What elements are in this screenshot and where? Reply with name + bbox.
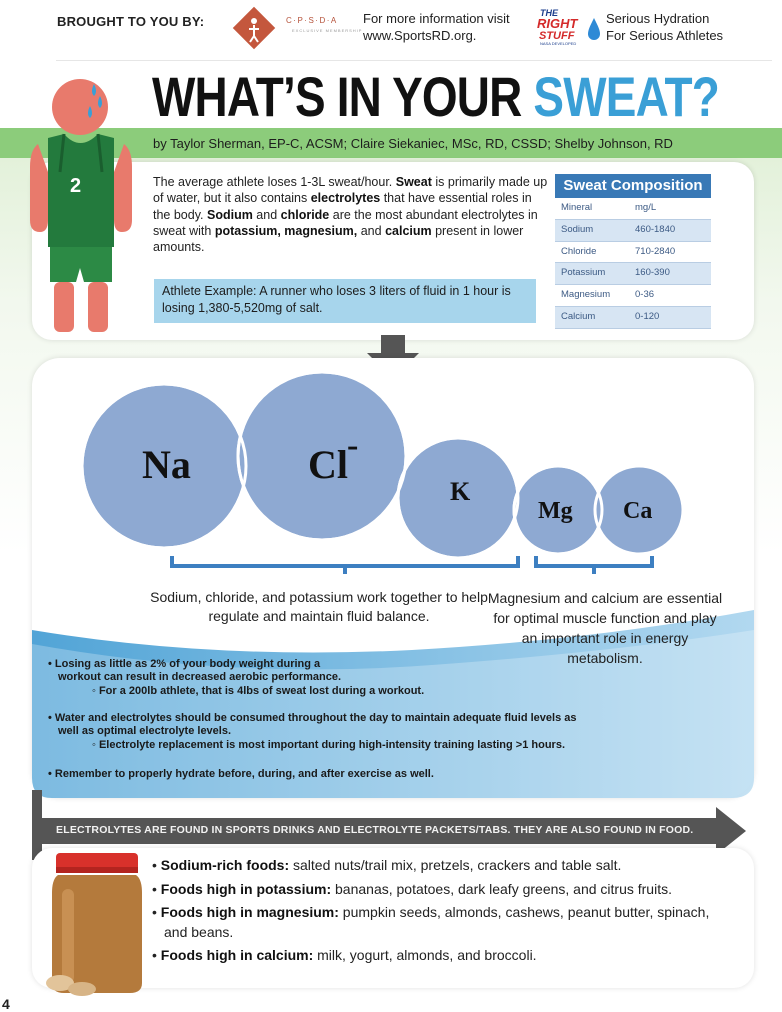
title-part-2: SWEAT? [533, 65, 719, 128]
caption-muscle-function: Magnesium and calcium are essential for optimal muscle function and play an important role in energy metabolism. [487, 590, 723, 666]
table-cell: Chloride [561, 245, 597, 257]
caption-fluid-balance: Sodium, chloride, and potassium work together to help regulate and maintain fluid balance. [150, 589, 488, 624]
bullet-1-sub: ◦ For a 200lb athlete, that is 4lbs of sweat lost during a workout. [92, 685, 425, 697]
bullet-2-sub: ◦ Electrolyte replacement is most important during high-intensity training lasting >1 hours. [92, 739, 565, 751]
table-cell: 160-390 [635, 267, 670, 279]
info-link[interactable]: www.SportsRD.org. [363, 28, 477, 43]
bullet-1-cont: workout can result in decreased aerobic performance. [58, 671, 342, 683]
cpsda-logo-subtext: EXCLUSIVE MEMBERSHIP [292, 28, 363, 33]
athlete-example-text: Athlete Example: A runner who loses 3 liters of fluid in 1 hour is losing 1,380-5,520mg of salt. [162, 284, 511, 315]
bullet-2: • Water and electrolytes should be consumed throughout the day to maintain adequate fluid levels as [48, 712, 577, 724]
right-stuff-logo-icon [536, 6, 604, 48]
brought-to-you-label: BROUGHT TO YOU BY: [57, 14, 205, 29]
tagline-line-1: Serious Hydration [606, 11, 710, 26]
list-item: • Foods high in potassium: bananas, potatoes, dark leafy greens, and citrus fruits. [152, 880, 672, 897]
cpsda-logo-icon [232, 6, 276, 50]
right-stuff-sub: NASA DEVELOPED [540, 41, 577, 46]
page-number: 4 [2, 996, 10, 1012]
element-mg: Mg [538, 498, 573, 524]
table-cell: 710-2840 [635, 245, 676, 257]
info-line-1: For more information visit [363, 11, 510, 26]
table-cell: Magnesium [561, 289, 611, 301]
intro-text: The average athlete loses 1-3L sweat/hour. Sweat is primarily made up of water, but it also contains electrolytes that have essential roles in the body. Sodium and chloride are the most abundant electrolytes in sweat with potassium, magnesium, and calcium present in lower amounts. [153, 175, 548, 255]
list-item: • Foods high in calcium: milk, yogurt, almonds, and broccoli. [152, 947, 537, 963]
table-header-mineral: Mineral [561, 202, 593, 213]
cpsda-logo-text: C·P·S·D·A [286, 16, 338, 25]
table-cell: Potassium [561, 267, 606, 279]
right-stuff-stuff: STUFF [539, 30, 575, 42]
table-row [555, 220, 711, 242]
table-cell: Calcium [561, 310, 596, 322]
element-k: K [450, 477, 471, 506]
electrolyte-circles [60, 370, 740, 580]
table-header-mgl: mg/L [635, 202, 657, 213]
peanut-butter-jar-icon [40, 849, 150, 999]
tagline-line-2: For Serious Athletes [606, 28, 724, 43]
table-cell: 460-1840 [635, 223, 676, 235]
list-item: • Sodium-rich foods: salted nuts/trail mix, pretzels, crackers and table salt. [152, 857, 622, 873]
element-cl: Cl [308, 442, 348, 487]
table-cell: Sodium [561, 223, 594, 235]
table-title: Sweat Composition [555, 174, 711, 198]
table-row [555, 307, 711, 329]
element-na: Na [142, 442, 191, 487]
table-cell: 0-120 [635, 310, 660, 322]
element-cl-charge: - [347, 427, 359, 464]
bullet-2-cont: well as optimal electrolyte levels. [58, 725, 232, 737]
food-banner-text: ELECTROLYTES ARE FOUND IN SPORTS DRINKS AND ELECTROLYTE PACKETS/TABS. THEY ARE ALSO FOUND IN FOOD. [56, 824, 694, 836]
table-row [555, 263, 711, 285]
element-ca: Ca [623, 498, 653, 524]
bullet-3: • Remember to properly hydrate before, during, and after exercise as well. [48, 768, 434, 780]
right-stuff-right: RIGHT [537, 16, 578, 31]
bullet-1: • Losing as little as 2% of your body weight during a [48, 658, 321, 670]
info-text [363, 10, 510, 44]
tagline [606, 10, 723, 44]
table-header-row [555, 198, 711, 220]
list-item: • Foods high in magnesium: pumpkin seeds, almonds, cashews, peanut butter, spinach, and beans. [152, 904, 710, 940]
page-title [152, 64, 719, 129]
table-row [555, 242, 711, 264]
table-cell: 0-36 [635, 289, 655, 301]
athlete-illustration-icon [20, 72, 142, 337]
sweat-composition-table [555, 174, 711, 329]
title-part-1: WHAT’S IN YOUR [152, 65, 534, 128]
header-divider [56, 60, 772, 61]
athlete-number: 2 [70, 175, 82, 197]
right-stuff-the: THE [540, 8, 558, 18]
table-row [555, 285, 711, 307]
authors: by Taylor Sherman, EP-C, ACSM; Claire Siekaniec, MSc, RD, CSSD; Shelby Johnson, RD [153, 136, 673, 151]
food-list [152, 856, 732, 970]
